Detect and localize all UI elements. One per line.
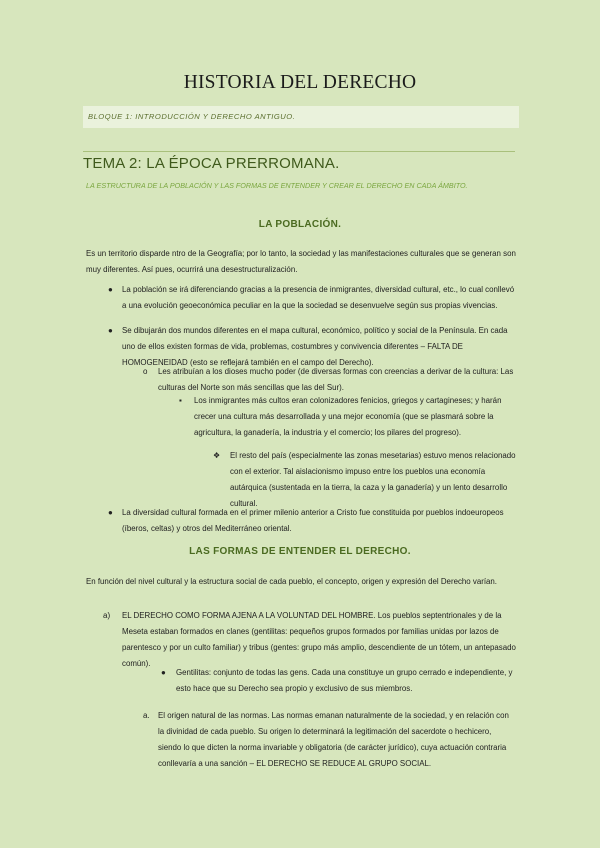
circle-bullet-icon: o [143,367,148,376]
section-heading-poblacion: LA POBLACIÓN. [258,219,342,230]
document-title: HISTORIA DEL DERECHO [183,72,417,93]
paragraph-intro-formas: En función del nivel cultural y la estructura social de cada pueblo, el concepto, origen y expresión del Derecho varían. [86,577,497,586]
list-item: La población se irá diferenciando gracias a la presencia de inmigrantes, diversidad cultural, etc., lo cual conllevó a una evolución geoeconómica peculiar en la que la sociedad se desenvuelve según sus propias vivencias. [122,285,515,310]
list-item: EL DERECHO COMO FORMA AJENA A LA VOLUNTAD DEL HOMBRE. Los pueblos septentrionales y de la Meseta estaban formados en clanes (gentilitas: pequeños grupos formados por familias unidas por lazos de parentesco y por un culto familiar) y tribus (gentes: grupo más amplio, descendiente de un tótem, un antepasado común). [122,611,516,668]
bullet-icon: ● [108,326,113,335]
list-item: Los inmigrantes más cultos eran colonizadores fenicios, griegos y cartagineses; y harán crecer una cultura más desarrollada y una mejor economía (que se plasmará sobre la agricultura, la ganadería, la industria y el comercio; los pilares del progreso). [194,396,502,437]
topic-subtitle: LA ESTRUCTURA DE LA POBLACIÓN Y LAS FORMAS DE ENTENDER Y CREAR EL DERECHO EN CADA ÁMBITO. [86,181,468,190]
list-item: El resto del país (especialmente las zonas mesetarias) estuvo menos relacionado con el exterior. Tal aislacionismo impuso entre los pueblos una economía autárquica (sustentada en la tierra, la caza y la ganadería) y un lento desarrollo cultural. [230,451,516,508]
list-item: Gentilitas: conjunto de todas las gens. Cada una constituye un grupo cerrado e independiente, y esto hace que su Derecho sea propio y exclusivo de sus miembros. [176,668,513,693]
list-item: El origen natural de las normas. Las normas emanan naturalmente de la sociedad, y en relación con la divinidad de cada pueblo. Su origen lo determinará la legitimación del sacerdote o hechicero, siendo lo que dicten la norma invariable y obligatoria (de carácter jurídico), cuya actuación contraria conllevaría a una sanción – EL DERECHO SE REDUCE AL GRUPO SOCIAL. [158,711,509,768]
diamond-bullet-icon: ❖ [213,451,221,460]
list-item: Les atribuían a los dioses mucho poder (de diversas formas con creencias a derivar de la cultura: Las culturas del Norte son más sencillas que las del Sur). [158,367,514,392]
divider [83,151,515,152]
paragraph-intro-poblacion: Es un territorio disparde ntro de la Geografía; por lo tanto, la sociedad y las manifestaciones culturales que se generan son muy diferentes. Así pues, ocurrirá una desestructuralización. [86,249,516,274]
list-marker: a) [103,611,111,620]
bullet-icon: ● [108,285,113,294]
list-item: La diversidad cultural formada en el primer milenio anterior a Cristo fue constituida por pueblos indoeuropeos (íberos, celtas) y otros del Mediterráneo oriental. [122,508,504,533]
bullet-icon: ● [108,508,113,517]
list-marker: a. [143,711,150,720]
list-item: Se dibujarán dos mundos diferentes en el mapa cultural, económico, político y social de la Península. En cada uno de ellos existen formas de vida, problemas, costumbres y convivencia diferentes – FALTA DE HOMOGENEIDAD (esto se reflejará también en el campo del Derecho). [122,326,508,367]
block-heading: BLOQUE 1: INTRODUCCIÓN Y DERECHO ANTIGUO. [83,106,519,128]
bullet-icon: ● [161,668,166,677]
square-bullet-icon: ▪ [179,396,182,405]
section-heading-formas: LAS FORMAS DE ENTENDER EL DERECHO. [189,546,411,557]
topic-heading: TEMA 2: LA ÉPOCA PRERROMANA. [83,155,340,172]
